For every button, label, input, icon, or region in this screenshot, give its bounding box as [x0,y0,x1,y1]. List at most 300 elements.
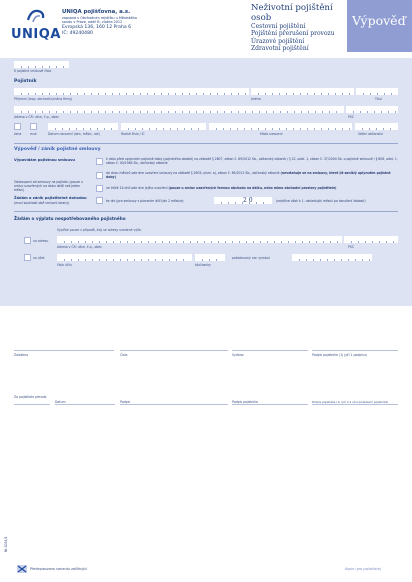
policy-number-label: K pojistné smlouvě číslo [14,69,52,73]
bank-code-field[interactable] [195,254,225,261]
field-box-tick [106,241,107,243]
field-box-tick [182,93,183,95]
option-14-days-main: ve lhůtě 14 dnů ode dne jejího uzavření [106,186,168,190]
field-box-tick [383,128,384,130]
field-box-tick [120,259,121,261]
field-box-tick [140,93,141,95]
product-item: Zdravotní pojištění [251,45,309,53]
field-box-tick [295,241,296,243]
field-box-tick [176,259,177,261]
field-box-tick [314,93,315,95]
field-box-tick [245,111,246,113]
field-box-tick [84,93,85,95]
field-box-tick [135,128,136,130]
products-title: Neživotní pojištění osob [251,3,333,23]
logo-swirl-icon [25,8,47,26]
field-box-tick [308,111,309,113]
field-box-tick [210,93,211,95]
company-name: UNIQA pojišťovna, a.s. [62,9,131,15]
termination-left-title: Výpovídám pojistnou smlouvu [14,158,75,162]
field-box-tick [280,111,281,113]
field-box-tick [203,111,204,113]
refund-address-label: Adresa v ČR: ulice, č.p., obec [57,245,102,249]
option-two-months-checkbox[interactable] [96,172,103,179]
field-box-tick [49,93,50,95]
refund-zip-field[interactable] [344,236,398,243]
field-box-tick [362,259,363,261]
field-box-tick [162,259,163,261]
field-box-tick [91,93,92,95]
field-box-tick [189,111,190,113]
field-box-tick [265,93,266,95]
field-box-tick [381,111,382,113]
field-box-tick [177,128,178,130]
field-box-tick [128,128,129,130]
field-box-tick [293,93,294,95]
field-box-tick [70,111,71,113]
field-box-tick [348,259,349,261]
field-box-tick [98,93,99,95]
ending-by-agreement-label: Žádám o zánik pojistitelné dohodou [14,196,87,200]
field-box-tick [28,111,29,113]
field-box-tick [42,93,43,95]
refund-title: Žádám o výplatu nespotřebovaného pojistného [14,216,126,221]
field-box-tick [224,111,225,113]
field-box-tick [154,93,155,95]
field-box-tick [211,241,212,243]
field-box-tick [258,128,259,130]
field-box-tick [28,93,29,95]
field-box-tick [238,111,239,113]
field-box-tick [328,93,329,95]
field-box-tick [365,241,366,243]
field-box-tick [170,128,171,130]
field-box-tick [182,111,183,113]
field-box-tick [302,241,303,243]
bank-code-label: kód banky [195,263,211,267]
field-box-tick [175,111,176,113]
field-box-tick [42,111,43,113]
product-item: Pojištění přerušení provozu [251,30,335,38]
signature-line [232,404,308,405]
field-box-tick [391,93,392,95]
sig-signature-label: Podpis [120,400,131,404]
field-box-tick [328,128,329,130]
field-box-tick [189,93,190,95]
uniqa-logo [11,8,59,42]
form-area [0,58,412,306]
field-box-tick [112,111,113,113]
field-box-tick [49,111,50,113]
field-box-tick [90,128,91,130]
field-box-tick [154,111,155,113]
option-date-checkbox[interactable] [96,197,103,204]
field-box-tick [330,241,331,243]
field-box-tick [141,259,142,261]
field-box-tick [105,93,106,95]
field-box-tick [161,93,162,95]
field-box-tick [168,111,169,113]
field-box-tick [156,128,157,130]
variable-symbol-label: požadovaný var. symbol [232,256,270,260]
field-box-tick [349,128,350,130]
field-box-tick [140,111,141,113]
field-box-tick [320,259,321,261]
field-box-tick [244,128,245,130]
option-14-days-text [106,186,398,190]
sig-holder-sign-label: Podpis pojistníka [232,400,258,404]
field-box-tick [63,93,64,95]
birthdate-field[interactable] [48,123,118,130]
refund-address-field[interactable] [57,236,342,243]
field-box-tick [239,241,240,243]
ending-note: (musí souhlasit obě smluvní strany) [14,201,70,205]
field-box-tick [97,128,98,130]
field-box-tick [113,259,114,261]
field-box-tick [342,93,343,95]
form-code: NI-S034/1 [4,536,8,552]
field-box-tick [77,93,78,95]
citizenship-label: Státní občanství [358,132,384,136]
field-box-tick [335,93,336,95]
zip-label: PSČ [348,115,354,119]
refund-zip-label: PSČ [348,245,354,249]
birth-id-label: Rodné číslo / IČ [121,132,145,136]
account-number-field[interactable] [57,254,192,261]
field-box-tick [70,93,71,95]
field-box-tick [238,93,239,95]
refund-address-checkbox[interactable] [24,237,31,244]
field-box-tick [71,241,72,243]
field-box-tick [28,66,29,68]
gender-male-label: muž [30,132,37,136]
option-before-term-checkbox[interactable] [96,158,103,165]
field-box-tick [56,111,57,113]
field-box-tick [119,93,120,95]
field-box-tick [161,111,162,113]
field-box-tick [313,259,314,261]
field-box-tick [300,93,301,95]
field-box-tick [35,66,36,68]
signature-line [232,350,308,351]
company-info [62,9,187,37]
field-box-tick [256,202,257,204]
company-address: Evropská 136, 160 12 Praha 6 [62,24,132,30]
field-box-tick [316,241,317,243]
field-box-tick [49,66,50,68]
field-box-tick [246,241,247,243]
field-box-tick [196,93,197,95]
field-box-tick [155,259,156,261]
sig-place-label: Založeno [14,353,29,357]
field-box-tick [78,259,79,261]
field-box-tick [106,259,107,261]
registry-line-1: zapsaná v Obchodním rejstříku u Městského [62,15,137,20]
option-14-days-bold: (pouze u smluv uzavřených formou obchodu na dálku, nebo mimo obchodní prostory pojistitele) [168,186,337,190]
field-box-tick [141,241,142,243]
field-box-tick [133,111,134,113]
field-box-tick [265,128,266,130]
field-box-tick [223,128,224,130]
field-box-tick [175,93,176,95]
field-box-tick [235,202,236,204]
field-box-tick [225,241,226,243]
field-box-tick [203,93,204,95]
field-box-tick [274,241,275,243]
field-box-tick [111,128,112,130]
termination-title: Výpověď / zánik pojistné smlouvy [14,147,101,152]
signature-line [120,350,228,351]
field-box-tick [133,93,134,95]
address-field[interactable] [14,106,344,113]
field-box-tick [273,111,274,113]
field-box-tick [374,111,375,113]
field-box-tick [119,111,120,113]
field-box-tick [126,111,127,113]
section-divider [14,211,398,212]
field-box-tick [369,128,370,130]
section-divider [14,143,398,144]
field-box-tick [300,128,301,130]
field-box-tick [76,128,77,130]
refund-address-option: na adresu [33,239,49,243]
field-box-tick [279,93,280,95]
birthdate-label: Datum narození (den, měsíc, rok) [48,132,100,136]
field-box-tick [258,93,259,95]
field-box-tick [63,66,64,68]
field-box-tick [281,241,282,243]
field-box-tick [231,111,232,113]
field-box-tick [351,241,352,243]
birth-id-field[interactable] [121,123,206,130]
field-box-tick [334,259,335,261]
field-box-tick [306,259,307,261]
birthplace-field[interactable] [209,123,352,130]
field-box-tick [218,241,219,243]
product-list [251,3,351,53]
field-box-tick [77,111,78,113]
field-box-tick [266,111,267,113]
field-box-tick [21,93,22,95]
field-box-tick [329,111,330,113]
field-box-tick [321,128,322,130]
field-box-tick [169,259,170,261]
field-box-tick [148,259,149,261]
field-box-tick [341,259,342,261]
product-item: Úrazové pojištění [251,37,305,45]
field-box-tick [372,241,373,243]
gender-female-label: žena [14,132,22,136]
field-box-tick [260,241,261,243]
field-box-tick [217,93,218,95]
field-box-tick [105,111,106,113]
field-box-tick [62,128,63,130]
field-box-tick [216,259,217,261]
field-box-tick [286,93,287,95]
field-box-tick [84,111,85,113]
field-box-tick [120,241,121,243]
company-ico: IČ: 49240480 [62,30,93,36]
field-box-tick [210,111,211,113]
field-box-tick [230,128,231,130]
field-box-tick [83,128,84,130]
field-box-tick [370,93,371,95]
field-box-tick [272,128,273,130]
field-box-tick [56,66,57,68]
field-box-tick [162,241,163,243]
field-box-tick [288,241,289,243]
field-box-tick [384,93,385,95]
field-box-tick [293,128,294,130]
degree-field[interactable] [356,88,398,95]
footer-text: Předepisovano variantu zašifrující [30,567,88,571]
field-box-tick [287,111,288,113]
account-number-label: číslo účtu [57,263,72,267]
option-date-text: ke dni (pro smlouvy s placením dílčí jak 2 měsíce): [106,199,185,203]
field-box-tick [224,93,225,95]
field-box-tick [335,128,336,130]
gender-female-checkbox[interactable] [14,123,21,130]
field-box-tick [71,259,72,261]
field-box-tick [202,259,203,261]
field-box-tick [85,241,86,243]
field-box-tick [35,93,36,95]
field-box-tick [377,93,378,95]
field-box-tick [379,241,380,243]
option-two-months-text [106,171,398,179]
product-item: Cestovní pojištění [251,23,306,30]
field-box-tick [155,241,156,243]
sig-holder-multi-label: Podpis pojistníka (1) (při 2 a více podpisech pojistníka) [312,400,389,404]
field-box-tick [92,241,93,243]
field-box-tick [148,241,149,243]
field-box-tick [337,241,338,243]
field-box-tick [286,128,287,130]
field-box-tick [163,128,164,130]
field-box-tick [56,93,57,95]
field-box-tick [253,241,254,243]
field-box-tick [323,241,324,243]
termination-date-value: 2 0 [243,197,253,204]
field-box-tick [126,93,127,95]
field-box-tick [259,111,260,113]
field-box-tick [315,111,316,113]
field-box-tick [342,128,343,130]
field-box-tick [395,111,396,113]
refund-account-option: na účet [33,256,45,260]
field-box-tick [99,241,100,243]
field-box-tick [198,128,199,130]
option-two-months-main: do dvou měsíců ode dne uzavření smlouvy na základě § 2805, písm. a), zákon č. 89/2012 Sb., občanský zákoník [106,171,280,175]
field-box-tick [35,111,36,113]
field-box-tick [369,259,370,261]
field-box-tick [64,259,65,261]
refund-account-checkbox[interactable] [24,254,31,261]
field-box-tick [191,128,192,130]
field-box-tick [327,259,328,261]
field-box-tick [113,241,114,243]
policyholder-title: Pojistník [14,79,37,84]
surname-label: Příjmení (resp. obchodní jméno firmy) [14,97,73,101]
option-14-days-checkbox[interactable] [96,185,103,192]
field-box-tick [127,241,128,243]
variable-symbol-field[interactable] [292,254,372,261]
field-box-tick [91,111,92,113]
field-box-tick [221,202,222,204]
citizenship-field[interactable] [355,123,398,130]
field-box-tick [349,93,350,95]
sig-issued-label: Vydáno [232,353,244,357]
address-label: Adresa v ČR: ulice, č.p., obec [14,115,59,119]
field-box-tick [134,241,135,243]
field-box-tick [307,93,308,95]
field-box-tick [63,111,64,113]
field-box-tick [353,111,354,113]
field-box-tick [301,111,302,113]
field-box-tick [386,241,387,243]
field-box-tick [142,128,143,130]
field-box-tick [92,259,93,261]
field-box-tick [134,259,135,261]
field-box-tick [314,128,315,130]
field-box-tick [216,128,217,130]
signature-line [14,350,114,351]
field-box-tick [21,111,22,113]
field-box-tick [263,202,264,204]
field-box-tick [232,241,233,243]
field-box-tick [42,66,43,68]
gender-male-checkbox[interactable] [30,123,37,130]
signature-line [120,404,228,405]
degree-label: Titul [375,97,382,101]
policy-number-field[interactable] [14,61,69,68]
field-box-tick [64,241,65,243]
sig-insurer-label: Za pojistitele převzal [14,395,47,399]
logo-text: UNIQA [11,27,61,42]
field-box-tick [376,128,377,130]
field-box-tick [169,241,170,243]
copy-label: Kopie (pro pojistitele) [345,567,382,571]
field-box-tick [69,128,70,130]
field-box-tick [149,128,150,130]
signature-line [55,404,115,405]
option-date-suffix: (nejdříve však k 1. následující měsíci po doručení žádosti) [276,199,366,203]
firstname-field[interactable] [251,88,354,95]
field-box-tick [393,241,394,243]
sig-date-label: Datum [55,400,66,404]
field-box-tick [21,66,22,68]
field-box-tick [388,111,389,113]
field-box-tick [336,111,337,113]
field-box-tick [228,202,229,204]
field-box-tick [104,128,105,130]
zip-field[interactable] [346,106,398,113]
surname-field[interactable] [14,88,249,95]
option-before-term-text: k datu před uplynutím pojistné doby (pojistného období) na základě § 2807, zákon č. 89/2012 Sb., občanský zákoník / § 22, odst. 1, zákon č. 37/2004 Sb. o pojistné smlouvě / § 806, odst. 1, zákon č. 40/1964 Sb., občanský zákoník [106,157,398,166]
field-box-tick [294,111,295,113]
field-box-tick [362,128,363,130]
field-box-tick [267,241,268,243]
field-box-tick [321,93,322,95]
field-box-tick [309,241,310,243]
field-box-tick [355,259,356,261]
signature-line [14,404,50,405]
field-box-tick [147,93,148,95]
field-box-tick [184,128,185,130]
sig-number-label: Číslo [120,353,128,357]
field-box-tick [99,259,100,261]
banner-title: Výpověď [352,13,406,28]
